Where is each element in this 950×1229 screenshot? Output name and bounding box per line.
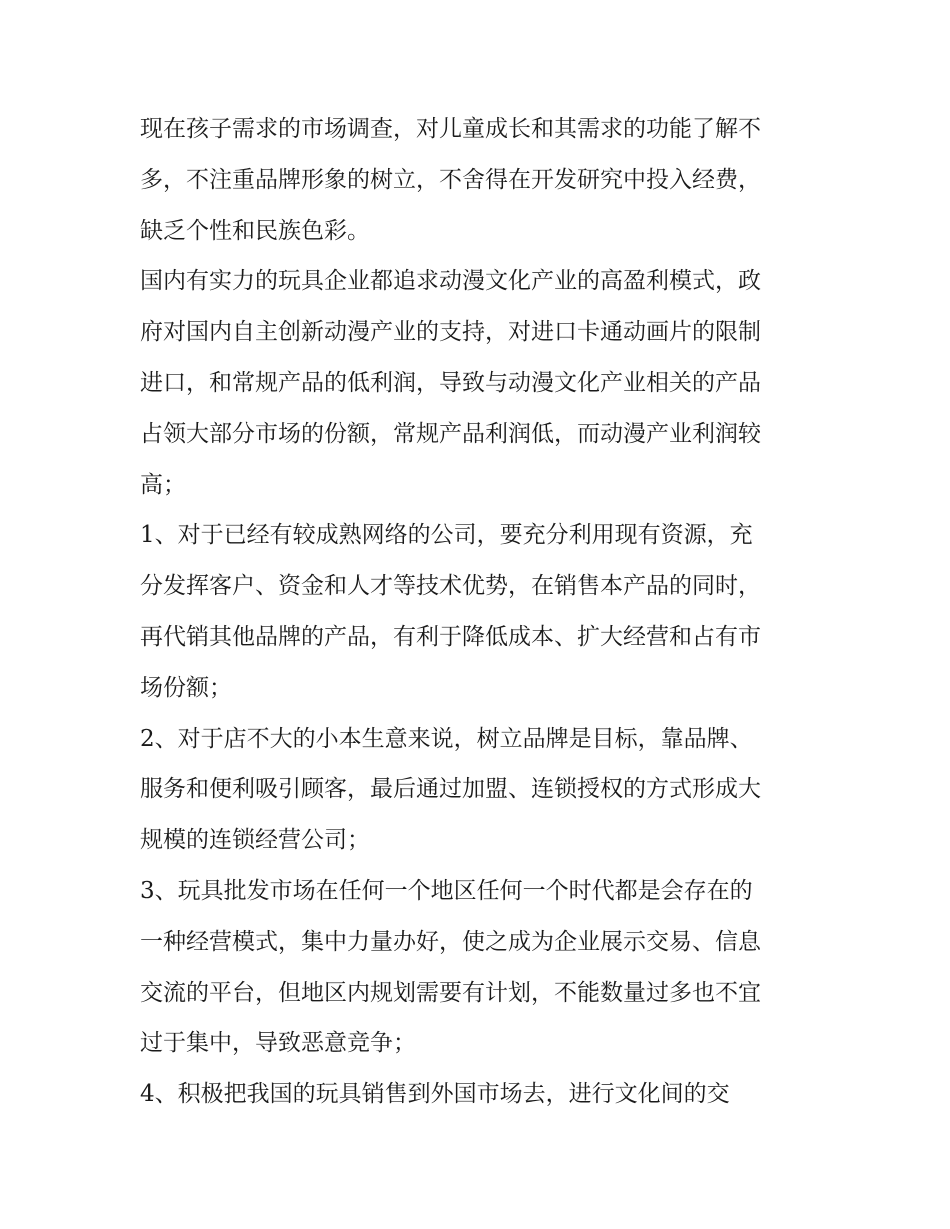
paragraph-3 [140, 510, 820, 713]
text-line: 2、对于店不大的小本生意来说，树立品牌是目标，靠品牌、 [140, 725, 753, 752]
text-line: 府对国内自主创新动漫产业的支持，对进口卡通动画片的限制 [140, 319, 761, 346]
text-line: 占领大部分市场的份额，常规产品利润低，而动漫产业利润较 [140, 420, 761, 447]
paragraph-2 [140, 256, 820, 510]
text-line: 服务和便利吸引顾客，最后通过加盟、连锁授权的方式形成大 [140, 776, 761, 803]
text-line: 一种经营模式，集中力量办好，使之成为企业展示交易、信息 [140, 928, 761, 955]
text-line: 4、积极把我国的玩具销售到外国市场去，进行文化间的交 [140, 1081, 730, 1108]
text-line: 现在孩子需求的市场调查，对儿童成长和其需求的功能了解不 [140, 116, 761, 142]
text-line: 规模的连锁经营公司； [140, 827, 370, 854]
text-line: 3、玩具批发市场在任何一个地区任何一个时代都是会存在的 [140, 877, 753, 904]
text-line: 过于集中，导致恶意竞争； [140, 1030, 416, 1057]
text-line: 高； [140, 471, 186, 498]
text-line: 场份额； [140, 674, 232, 701]
paragraph-1 [140, 104, 820, 256]
paragraph-4 [140, 714, 820, 866]
text-line: 分发挥客户、资金和人才等技术优势，在销售本产品的同时， [140, 573, 761, 600]
text-line: 缺乏个性和民族色彩。 [140, 217, 370, 244]
text-line: 国内有实力的玩具企业都追求动漫文化产业的高盈利模式，政 [140, 268, 761, 295]
paragraph-6 [140, 1069, 820, 1120]
text-line: 交流的平台，但地区内规划需要有计划，不能数量过多也不宜 [140, 979, 761, 1006]
text-line: 再代销其他品牌的产品，有利于降低成本、扩大经营和占有市 [140, 623, 761, 650]
text-line: 进口，和常规产品的低利润，导致与动漫文化产业相关的产品 [140, 369, 761, 396]
paragraph-5 [140, 866, 820, 1069]
text-line: 多，不注重品牌形象的树立，不舍得在开发研究中投入经费， [140, 166, 761, 193]
document-body [140, 104, 820, 1120]
text-line: 1、对于已经有较成熟网络的公司，要充分利用现有资源，充 [140, 522, 753, 549]
